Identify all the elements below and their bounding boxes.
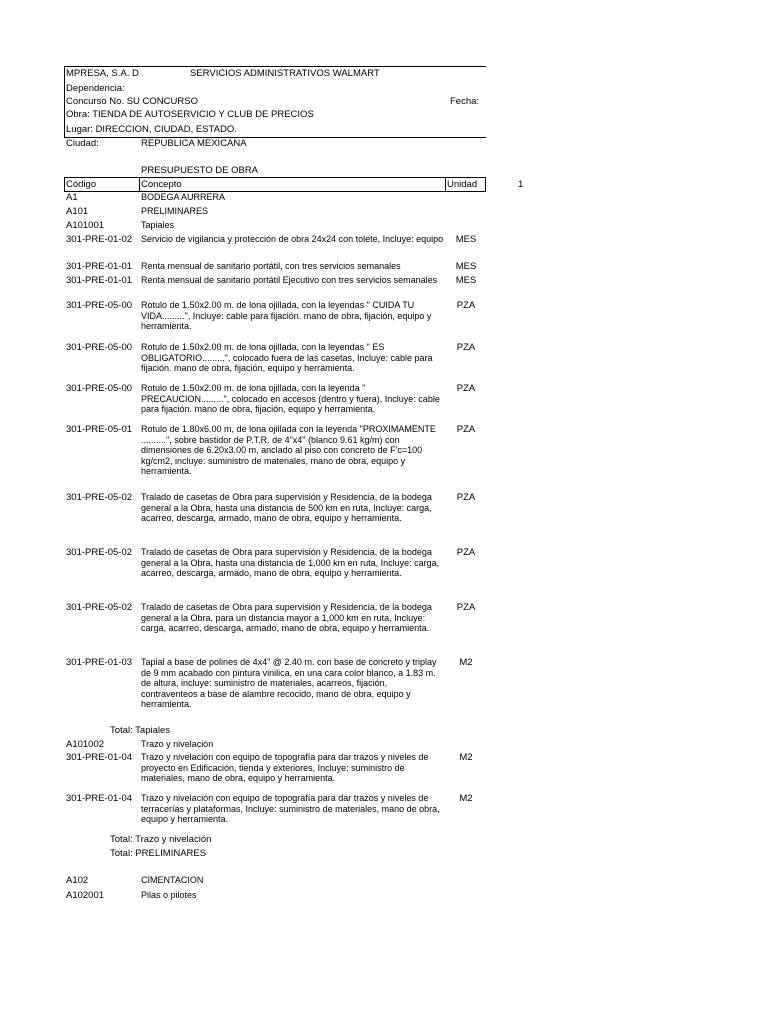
row-code: A101002 [66,739,105,750]
company-name: SERVICIOS ADMINISTRATIVOS WALMART [190,68,380,79]
row-unit: MES [455,275,477,286]
row-code: 301-PRE-05-00 [66,300,133,311]
row-description: Rotulo de 1.50x2.00 m. de lona ojillada, con la leyenda " PRECAUCION.........", colocado en accesos (dentro y fuera), Incluye: cable para fijación. mano de obra, fijación, equipo y herramienta. [141,383,440,415]
row-description: Trazo y nivelación [141,739,214,749]
row-code: A101 [66,206,89,217]
row-code: 301-PRE-05-00 [66,383,133,394]
row-description: Rotulo de 1.50x2.00 m. de lona ojillada, con la leyendas " CUIDA TU VIDA.........", Incluye: cable para fijación. mano de obra, fijación, equipo y herramienta. [141,300,432,332]
row-total-label: Total: Trazo y nivelación [110,834,212,845]
row-unit: PZA [456,300,476,311]
row-unit: M2 [459,657,473,668]
row-code: 301-PRE-01-03 [66,657,133,668]
ciudad-value: REPUBLICA MEXICANA [141,138,247,149]
column-header-codigo: Código [66,179,97,190]
row-description: Trazo y nivelación con equipo de topografía para dar trazos y niveles de proyecto en Edificación, tienda y exteriores, Incluye: suministro de materiales, mano de obra, equipo y herramienta. [141,752,429,784]
row-code: 301-PRE-01-02 [66,234,133,245]
row-unit: M2 [459,793,473,804]
concurso-label: Concurso No. SU CONCURSO [66,96,198,107]
ciudad-label: Ciudad: [66,138,99,149]
column-divider-1 [139,177,140,191]
row-description: Tralado de casetas de Obra para supervisión y Residencia, de la bodega general a la Obra, para un distancia mayor a 1,000 km en ruta, Incluye: carga, acarreo, descarga, armado, mano de obra, equipo y herramienta. [141,602,432,634]
column-header-unidad: Unidad [447,179,478,190]
fecha-label: Fecha: [450,96,480,107]
column-divider-3 [485,177,486,191]
column-header-concepto: Concepto [141,179,182,190]
row-unit: MES [455,234,477,245]
obra-label: Obra: TIENDA DE AUTOSERVICIO Y CLUB DE PRECIOS [66,109,314,120]
row-code: A102 [66,875,89,886]
row-code: A102001 [66,890,105,901]
row-total-label: Total: Tapiales [110,725,171,736]
column-divider-0 [64,177,65,191]
row-unit: M2 [459,752,473,763]
column-divider-2 [445,177,446,191]
lugar-label: Lugar: DIRECCION, CIUDAD, ESTADO. [66,124,237,135]
row-description: Rotulo de 1.50x2.00 m. de lona ojillada, con la leyendas " ES OBLIGATORIO.........", colocado fuera de las casetas, Incluye: cable para fijación. mano de obra, fijación, equipo y herramienta. [141,342,433,374]
row-unit: PZA [456,342,476,353]
row-description: Trazo y nivelación con equipo de topografía para dar trazos y niveles de terracerías y plataformas, Incluye: suministro de materiales, mano de obra, equipo y herramienta. [141,793,440,825]
row-description: CIMENTACION [141,875,204,885]
row-description: Tralado de casetas de Obra para supervisión y Residencia, de la bodega general a la Obra, hasta una distancia de 500 km en ruta, Incluye: carga, acarreo, descarga, armado, mano de obra, equipo y herramienta. [141,492,432,524]
row-description: Tapiales [141,220,175,230]
row-unit: PZA [456,424,476,435]
document-title: PRESUPUESTO DE OBRA [141,165,259,176]
header-bottom-line [64,137,486,138]
row-code: 301-PRE-05-00 [66,342,133,353]
row-code: 301-PRE-05-01 [66,424,133,435]
row-code: 301-PRE-01-04 [66,752,133,763]
row-code: 301-PRE-05-02 [66,492,133,503]
row-description: Tralado de casetas de Obra para supervisión y Residencia, de la bodega general a la Obra, hasta una distancia de 1,000 km en ruta, Incluye: carga, acarreo, descarga, armado, mano de obra, equipo y herramienta. [141,547,440,579]
row-unit: MES [455,261,477,272]
row-code: 301-PRE-05-02 [66,547,133,558]
dependencia-label: Dependencia: [66,83,125,94]
row-description: Servicio de vigilancia y protección de obra 24x24 con tolete, Incluye: equipo [141,234,444,244]
row-description: Renta mensual de sanitario portátil Ejecutivo con tres servicios semanales [141,275,438,285]
row-description: PRELIMINARES [141,206,209,216]
row-unit: PZA [456,492,476,503]
row-code: 301-PRE-01-01 [66,261,133,272]
row-unit: PZA [456,602,476,613]
row-code: A101001 [66,220,105,231]
row-code: 301-PRE-01-01 [66,275,133,286]
row-description: Pilas o pilotes [141,890,197,900]
column-header-number: 1 [518,179,524,190]
row-unit: PZA [456,383,476,394]
row-unit: PZA [456,547,476,558]
row-total-label: Total: PRELIMINARES [110,848,207,859]
row-code: 301-PRE-05-02 [66,602,133,613]
header-left-line [64,66,65,137]
header-top-line [64,66,486,67]
row-description: Renta mensual de sanitario portátil, con tres servicios semanales [141,261,401,271]
row-code: 301-PRE-01-04 [66,793,133,804]
row-description: Rotulo de 1.80x6.00 m, de lona ojillada con la leyenda "PROXIMAMENTE ..........", sobre bastidor de P.T.R. de 4"x4" (blanco 9.61 kg/m) con dimensiones de 6.20x3.00 m, anclado al piso con concreto de F'c=100 kg/cm2, incluye: suministro de materiales, mano de obra, equipo y herramienta. [141,424,436,477]
company-label: MPRESA, S.A. D [66,68,139,79]
column-header-top-line [64,177,486,178]
row-description: BODEGA AURRERA [141,192,226,202]
row-code: A1 [66,192,78,203]
row-description: Tapial a base de polines de 4x4" @ 2.40 m. con base de concreto y triplay de 9 mm acabado con pintura vinilica, en una cara color blanco, a 1.83 m. de altura, incluye: suministro de materiales, acarreos, fijación, contraventeos a base de alambre recocido, mano de obra, equipo y herramienta. [141,657,437,710]
